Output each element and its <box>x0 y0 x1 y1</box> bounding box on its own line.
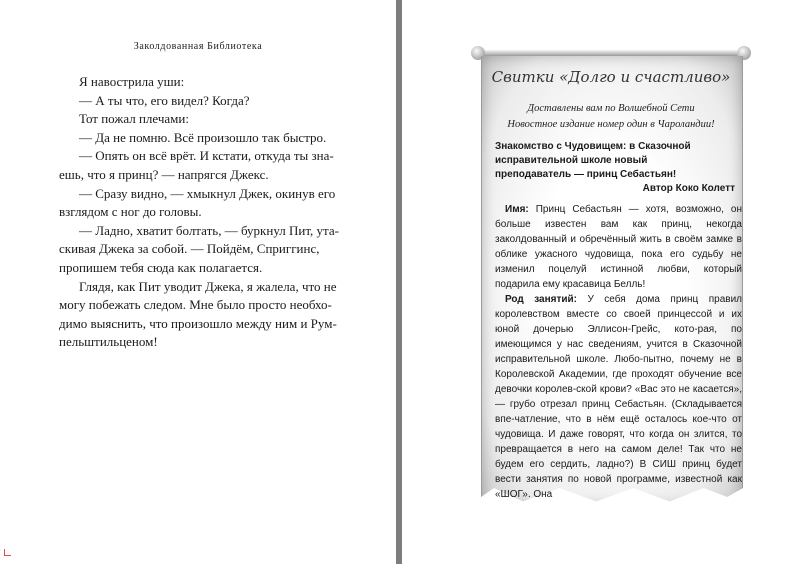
text-line: пельштильценом! <box>59 334 158 350</box>
article-byline: Автор Коко Колетт <box>642 183 735 194</box>
occupation-paragraph <box>495 292 742 502</box>
article-headline <box>495 140 741 182</box>
crop-mark <box>4 549 11 556</box>
text-line: димо выяснить, что произошло между ним и Рум- <box>59 315 337 331</box>
text-line: — Опять он всё врёт. И кстати, откуда ты зна- <box>79 148 334 164</box>
newspaper-subtitle: Доставлены вам по Волшебной Сети <box>527 103 695 114</box>
occupation-text: У себя дома принц правил королевством вместе со своей принцессой и их юной дочерью Эллисон-Грейс, кото-рая, по имеющимся у нас сведениям, учится в Сказочной исправительной школе. Любо-пытно, почему не в Королевской Академии, где проходят обучение все девочки королев-ской крови? «Вас это не касается», — грубо отрезал принц Себастьян. (Складывается впе-чатление, что в нём ещё осталось кое-что от чудовища. И даже говорят, что когда он злится, то превращается в него на самом деле! Так что не будем его сердить, ладно?) В СИШ принц будет вести занятия по новой программе, известной как «ШОГ». Она <box>495 294 742 500</box>
text-line: — А ты что, его видел? Когда? <box>79 92 250 108</box>
name-text: Принц Себастьян — хотя, возможно, он больше известен вам как принц, некогда заколдованный и обречённый жить в своём замке в облике ужасного чудовища, пока его судьбу не изменил поцелуй истинной любви, который подарила ему красавица Белль! <box>495 204 742 290</box>
text-line: скивая Джека за собой. — Пойдём, Сприггинс, <box>59 241 320 257</box>
article-body <box>495 202 742 502</box>
newspaper-tagline: Новостное издание номер один в Чароландии! <box>507 119 715 130</box>
left-page-text <box>59 73 345 352</box>
left-page <box>0 0 396 564</box>
newspaper-title: Свитки «Долго и счастливо» <box>491 68 731 86</box>
headline-line: исправительной школе новый <box>495 155 648 166</box>
running-head: Заколдованная Библиотека <box>133 41 263 52</box>
newspaper-scroll <box>471 40 751 520</box>
headline-line: Знакомство с Чудовищем: в Сказочной <box>495 141 691 152</box>
text-line: могу побежать следом. Мне было просто необхо- <box>59 297 332 313</box>
text-line: Я навострила уши: <box>79 74 185 89</box>
name-paragraph <box>495 202 742 292</box>
occupation-label: Род занятий: <box>505 294 578 305</box>
headline-line: преподаватель — принц Себастьян! <box>495 169 677 180</box>
text-line: — Сразу видно, — хмыкнул Джек, окинув его <box>79 185 336 201</box>
name-label: Имя: <box>505 204 529 215</box>
text-line: Тот пожал плечами: <box>79 111 189 127</box>
text-line: ешь, что я принц? — напрягся Джекс. <box>59 166 269 182</box>
text-line: пропишем тебя сюда как полагается. <box>59 259 263 275</box>
text-line: взглядом с ног до головы. <box>59 204 202 220</box>
text-line: — Ладно, хватит болтать, — буркнул Пит, ута- <box>79 222 339 238</box>
text-line: Глядя, как Пит уводит Джека, я жалела, что не <box>79 278 337 294</box>
text-line: — Да не помню. Всё произошло так быстро. <box>79 129 327 145</box>
right-page <box>402 0 800 564</box>
